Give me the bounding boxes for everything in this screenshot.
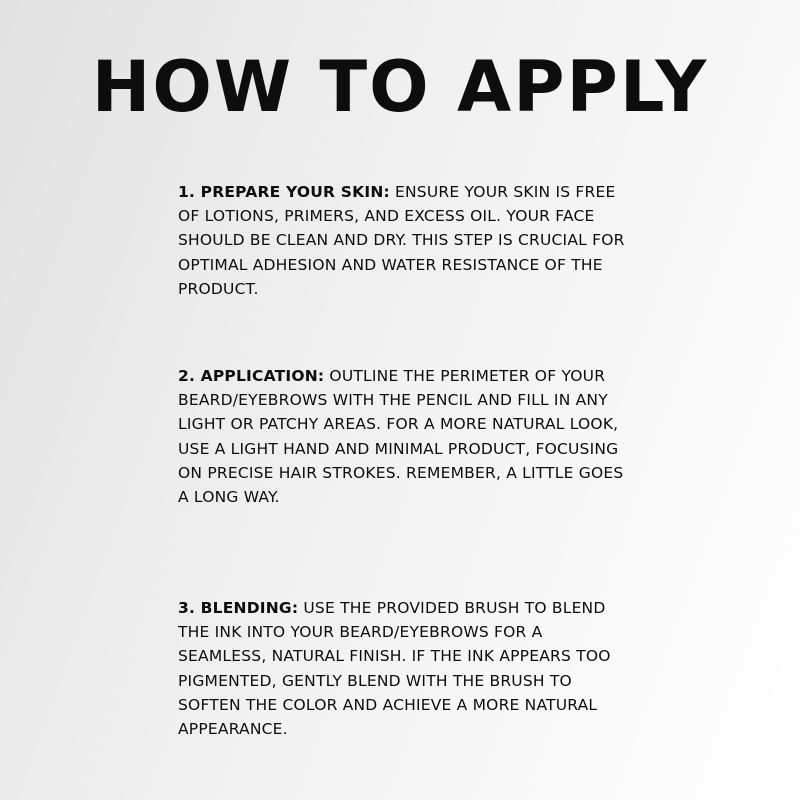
page-title: HOW TO APPLY — [91, 46, 709, 128]
step-application — [178, 364, 628, 509]
step-body: OUTLINE THE PERIMETER OF YOUR BEARD/EYEBROWS WITH THE PENCIL AND FILL IN ANY LIGHT OR PATCHY AREAS. FOR A MORE NATURAL LOOK, USE A LIGHT HAND AND MINIMAL PRODUCT, FOCUSING ON PRECISE HAIR STROKES. REMEMBER, A LITTLE GOES A LONG WAY. — [178, 367, 624, 507]
step-prepare-skin — [178, 180, 628, 301]
step-heading: 2. APPLICATION: — [178, 367, 325, 385]
step-heading: 1. PREPARE YOUR SKIN: — [178, 183, 390, 201]
step-body: ENSURE YOUR SKIN IS FREE OF LOTIONS, PRIMERS, AND EXCESS OIL. YOUR FACE SHOULD BE CLEAN AND DRY. THIS STEP IS CRUCIAL FOR OPTIMAL ADHESION AND WATER RESISTANCE OF THE PRODUCT. — [178, 183, 625, 298]
step-body: USE THE PROVIDED BRUSH TO BLEND THE INK INTO YOUR BEARD/EYEBROWS FOR A SEAMLESS, NATURAL FINISH. IF THE INK APPEARS TOO PIGMENTED, GENTLY BLEND WITH THE BRUSH TO SOFTEN THE COLOR AND ACHIEVE A MORE NATURAL APPEARANCE. — [178, 599, 611, 739]
step-blending — [178, 596, 628, 741]
step-heading: 3. BLENDING: — [178, 599, 299, 617]
